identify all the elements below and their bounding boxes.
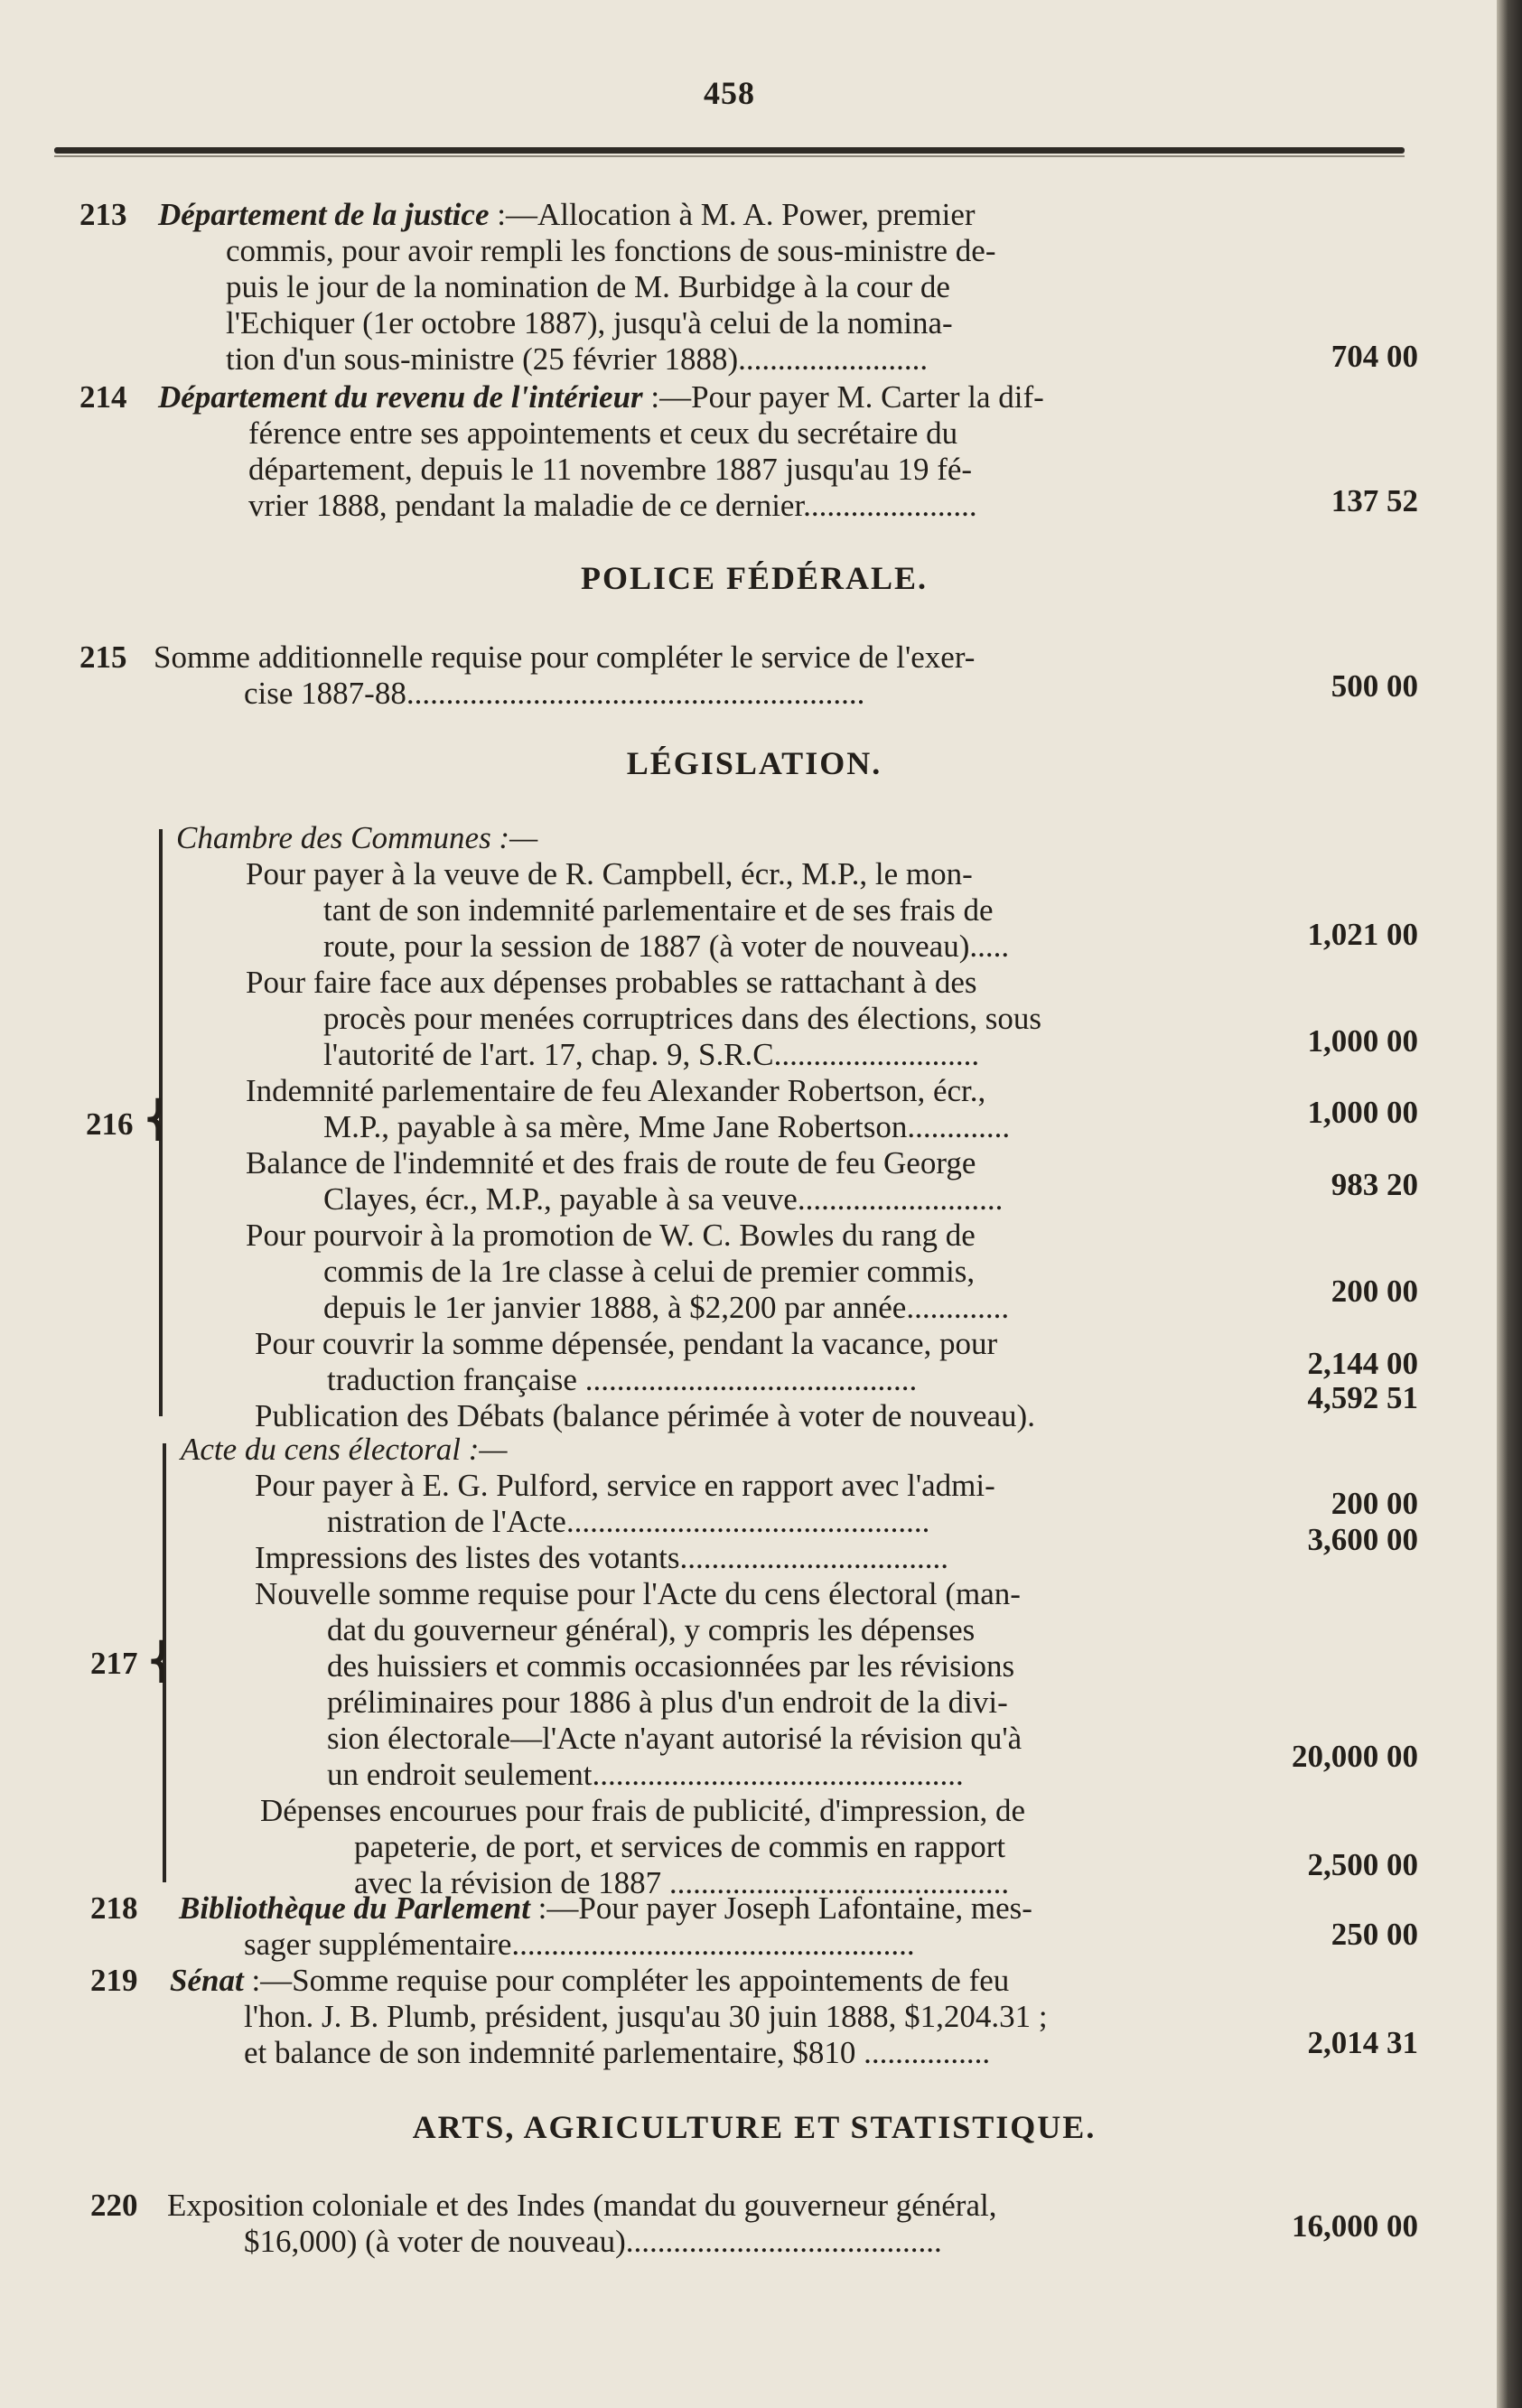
item-219-line-1-text: :—Somme requise pour compléter les appointements de feu bbox=[243, 1963, 1010, 1998]
book-spine-edge bbox=[1497, 0, 1522, 2408]
item-214-amount: 137 52 bbox=[1331, 483, 1418, 518]
item-219-amount: 2,014 31 bbox=[1307, 2025, 1418, 2060]
section-heading-legislation: LÉGISLATION. bbox=[626, 745, 882, 781]
item-number-217: 217 bbox=[90, 1646, 138, 1681]
item-219-line-2: l'hon. J. B. Plumb, président, jusqu'au 30 juin 1888, $1,204.31 ; bbox=[244, 1999, 1048, 2034]
item-217-line-7: préliminaires pour 1886 à plus d'un endroit de la divi- bbox=[327, 1685, 1008, 1720]
item-213-line-1-text: :—Allocation à M. A. Power, premier bbox=[489, 197, 976, 232]
item-220-line-2: $16,000) (à voter de nouveau)........................................ bbox=[244, 2224, 942, 2259]
item-213-line-4: l'Echiquer (1er octobre 1887), jusqu'à celui de la nomina- bbox=[226, 305, 953, 341]
item-217-line-11: papeterie, de port, et services de commis en rapport bbox=[354, 1829, 1006, 1864]
top-rule bbox=[54, 147, 1405, 154]
item-216-amount-3: 1,000 00 bbox=[1307, 1095, 1418, 1130]
item-216-line-2: tant de son indemnité parlementaire et de ses frais de bbox=[323, 892, 994, 928]
item-number-220: 220 bbox=[90, 2188, 138, 2223]
item-216-line-3: route, pour la session de 1887 (à voter de nouveau)..... bbox=[323, 929, 1010, 964]
item-217-line-6: des huissiers et commis occasionnées par les révisions bbox=[327, 1648, 1015, 1684]
item-217-line-9: un endroit seulement............................................... bbox=[327, 1757, 964, 1792]
item-216-line-15: traduction française .......................................... bbox=[327, 1362, 918, 1397]
item-217-amount-2: 3,600 00 bbox=[1307, 1522, 1418, 1557]
brace-tip-217: ⎨ bbox=[148, 1641, 175, 1682]
item-217-line-1: Pour payer à E. G. Pulford, service en rapport avec l'admi- bbox=[255, 1468, 995, 1503]
item-214-line-1 bbox=[158, 379, 1044, 415]
item-220-line-1: Exposition coloniale et des Indes (mandat du gouverneur général, bbox=[167, 2188, 997, 2223]
item-217-heading: Acte du cens électoral :— bbox=[181, 1432, 508, 1467]
item-217-line-2: nistration de l'Acte.............................................. bbox=[327, 1504, 930, 1539]
brace-tip-216: ⎨ bbox=[145, 1099, 172, 1140]
item-216-amount-1: 1,021 00 bbox=[1307, 917, 1418, 952]
item-216-line-13: depuis le 1er janvier 1888, à $2,200 par année............. bbox=[323, 1290, 1010, 1325]
item-216-line-16: Publication des Débats (balance périmée à voter de nouveau). bbox=[255, 1398, 1035, 1433]
item-217-amount-1: 200 00 bbox=[1331, 1486, 1418, 1521]
item-216-line-7: Indemnité parlementaire de feu Alexander Robertson, écr., bbox=[246, 1073, 986, 1108]
item-217-line-10: Dépenses encourues pour frais de publicité, d'impression, de bbox=[260, 1793, 1026, 1828]
item-216-amount-2: 1,000 00 bbox=[1307, 1023, 1418, 1059]
item-218-line-1 bbox=[179, 1890, 1032, 1927]
item-216-amount-7: 4,592 51 bbox=[1307, 1380, 1418, 1415]
item-217-line-3: Impressions des listes des votants.................................. bbox=[255, 1540, 949, 1575]
section-heading-police: POLICE FÉDÉRALE. bbox=[580, 560, 929, 596]
item-216-heading: Chambre des Communes :— bbox=[176, 820, 538, 855]
item-213-line-5: tion d'un sous-ministre (25 février 1888)........................ bbox=[226, 341, 929, 377]
item-number-218: 218 bbox=[90, 1890, 138, 1926]
item-215-amount: 500 00 bbox=[1331, 668, 1418, 704]
section-heading-arts: ARTS, AGRICULTURE ET STATISTIQUE. bbox=[412, 2109, 1097, 2145]
item-216-amount-5: 200 00 bbox=[1331, 1274, 1418, 1309]
item-220-amount: 16,000 00 bbox=[1292, 2208, 1418, 2244]
item-214-line-3: département, depuis le 11 novembre 1887 jusqu'au 19 fé- bbox=[248, 452, 973, 487]
item-218-amount: 250 00 bbox=[1331, 1917, 1418, 1952]
item-216-line-4: Pour faire face aux dépenses probables se rattachant à des bbox=[246, 965, 977, 1000]
item-214-line-2: férence entre ses appointements et ceux du secrétaire du bbox=[248, 415, 958, 451]
item-219-line-3: et balance de son indemnité parlementaire, $810 ................ bbox=[244, 2035, 991, 2070]
item-217-line-12: avec la révision de 1887 ........................................... bbox=[354, 1865, 1010, 1900]
item-216-line-8: M.P., payable à sa mère, Mme Jane Robertson............. bbox=[323, 1109, 1011, 1144]
item-214-title: Département du revenu de l'intérieur bbox=[158, 379, 643, 415]
top-rule-shadow bbox=[54, 155, 1405, 157]
item-215-line-1: Somme additionnelle requise pour compléter le service de l'exer- bbox=[154, 639, 976, 675]
item-number-214: 214 bbox=[79, 379, 127, 415]
item-216-line-12: commis de la 1re classe à celui de premier commis, bbox=[323, 1254, 976, 1289]
item-216-amount-4: 983 20 bbox=[1331, 1167, 1418, 1202]
item-number-213: 213 bbox=[79, 197, 127, 232]
item-number-219: 219 bbox=[90, 1963, 138, 1998]
item-number-216: 216 bbox=[86, 1106, 134, 1142]
item-216-line-14: Pour couvrir la somme dépensée, pendant la vacance, pour bbox=[255, 1326, 998, 1361]
item-213-amount: 704 00 bbox=[1331, 339, 1418, 374]
item-216-line-10: Clayes, écr., M.P., payable à sa veuve.......................... bbox=[323, 1181, 1004, 1217]
item-213-line-2: commis, pour avoir rempli les fonctions de sous-ministre de- bbox=[226, 233, 996, 268]
item-216-line-6: l'autorité de l'art. 17, chap. 9, S.R.C.......................... bbox=[323, 1037, 980, 1072]
item-213-line-3: puis le jour de la nomination de M. Burbidge à la cour de bbox=[226, 269, 950, 304]
item-216-amount-6: 2,144 00 bbox=[1307, 1346, 1418, 1381]
item-216-line-9: Balance de l'indemnité et des frais de route de feu George bbox=[246, 1145, 976, 1181]
item-214-line-1-text: :—Pour payer M. Carter la dif- bbox=[642, 379, 1044, 415]
item-215-line-2: cise 1887-88.......................................................... bbox=[244, 676, 865, 711]
item-216-line-5: procès pour menées corruptrices dans des élections, sous bbox=[323, 1001, 1042, 1036]
item-213-title: Département de la justice bbox=[158, 197, 490, 232]
item-216-line-1: Pour payer à la veuve de R. Campbell, écr., M.P., le mon- bbox=[246, 856, 973, 891]
item-217-amount-3: 20,000 00 bbox=[1292, 1739, 1418, 1774]
item-number-215: 215 bbox=[79, 639, 127, 675]
item-218-line-1-text: :—Pour payer Joseph Lafontaine, mes- bbox=[529, 1890, 1032, 1926]
item-217-amount-4: 2,500 00 bbox=[1307, 1847, 1418, 1882]
item-219-line-1 bbox=[170, 1963, 1009, 1999]
item-213-line-1 bbox=[158, 197, 976, 233]
item-214-line-4: vrier 1888, pendant la maladie de ce dernier...................... bbox=[248, 488, 977, 523]
item-219-title: Sénat bbox=[170, 1963, 244, 1998]
page-number: 458 bbox=[704, 75, 755, 111]
item-216-line-11: Pour pourvoir à la promotion de W. C. Bowles du rang de bbox=[246, 1218, 976, 1253]
item-217-line-5: dat du gouverneur général), y compris les dépenses bbox=[327, 1612, 976, 1647]
item-218-line-2: sager supplémentaire................................................... bbox=[244, 1927, 915, 1962]
item-217-line-8: sion électorale—l'Acte n'ayant autorisé la révision qu'à bbox=[327, 1721, 1022, 1756]
item-218-title: Bibliothèque du Parlement bbox=[179, 1890, 530, 1926]
item-217-line-4: Nouvelle somme requise pour l'Acte du cens électoral (man- bbox=[255, 1576, 1021, 1611]
